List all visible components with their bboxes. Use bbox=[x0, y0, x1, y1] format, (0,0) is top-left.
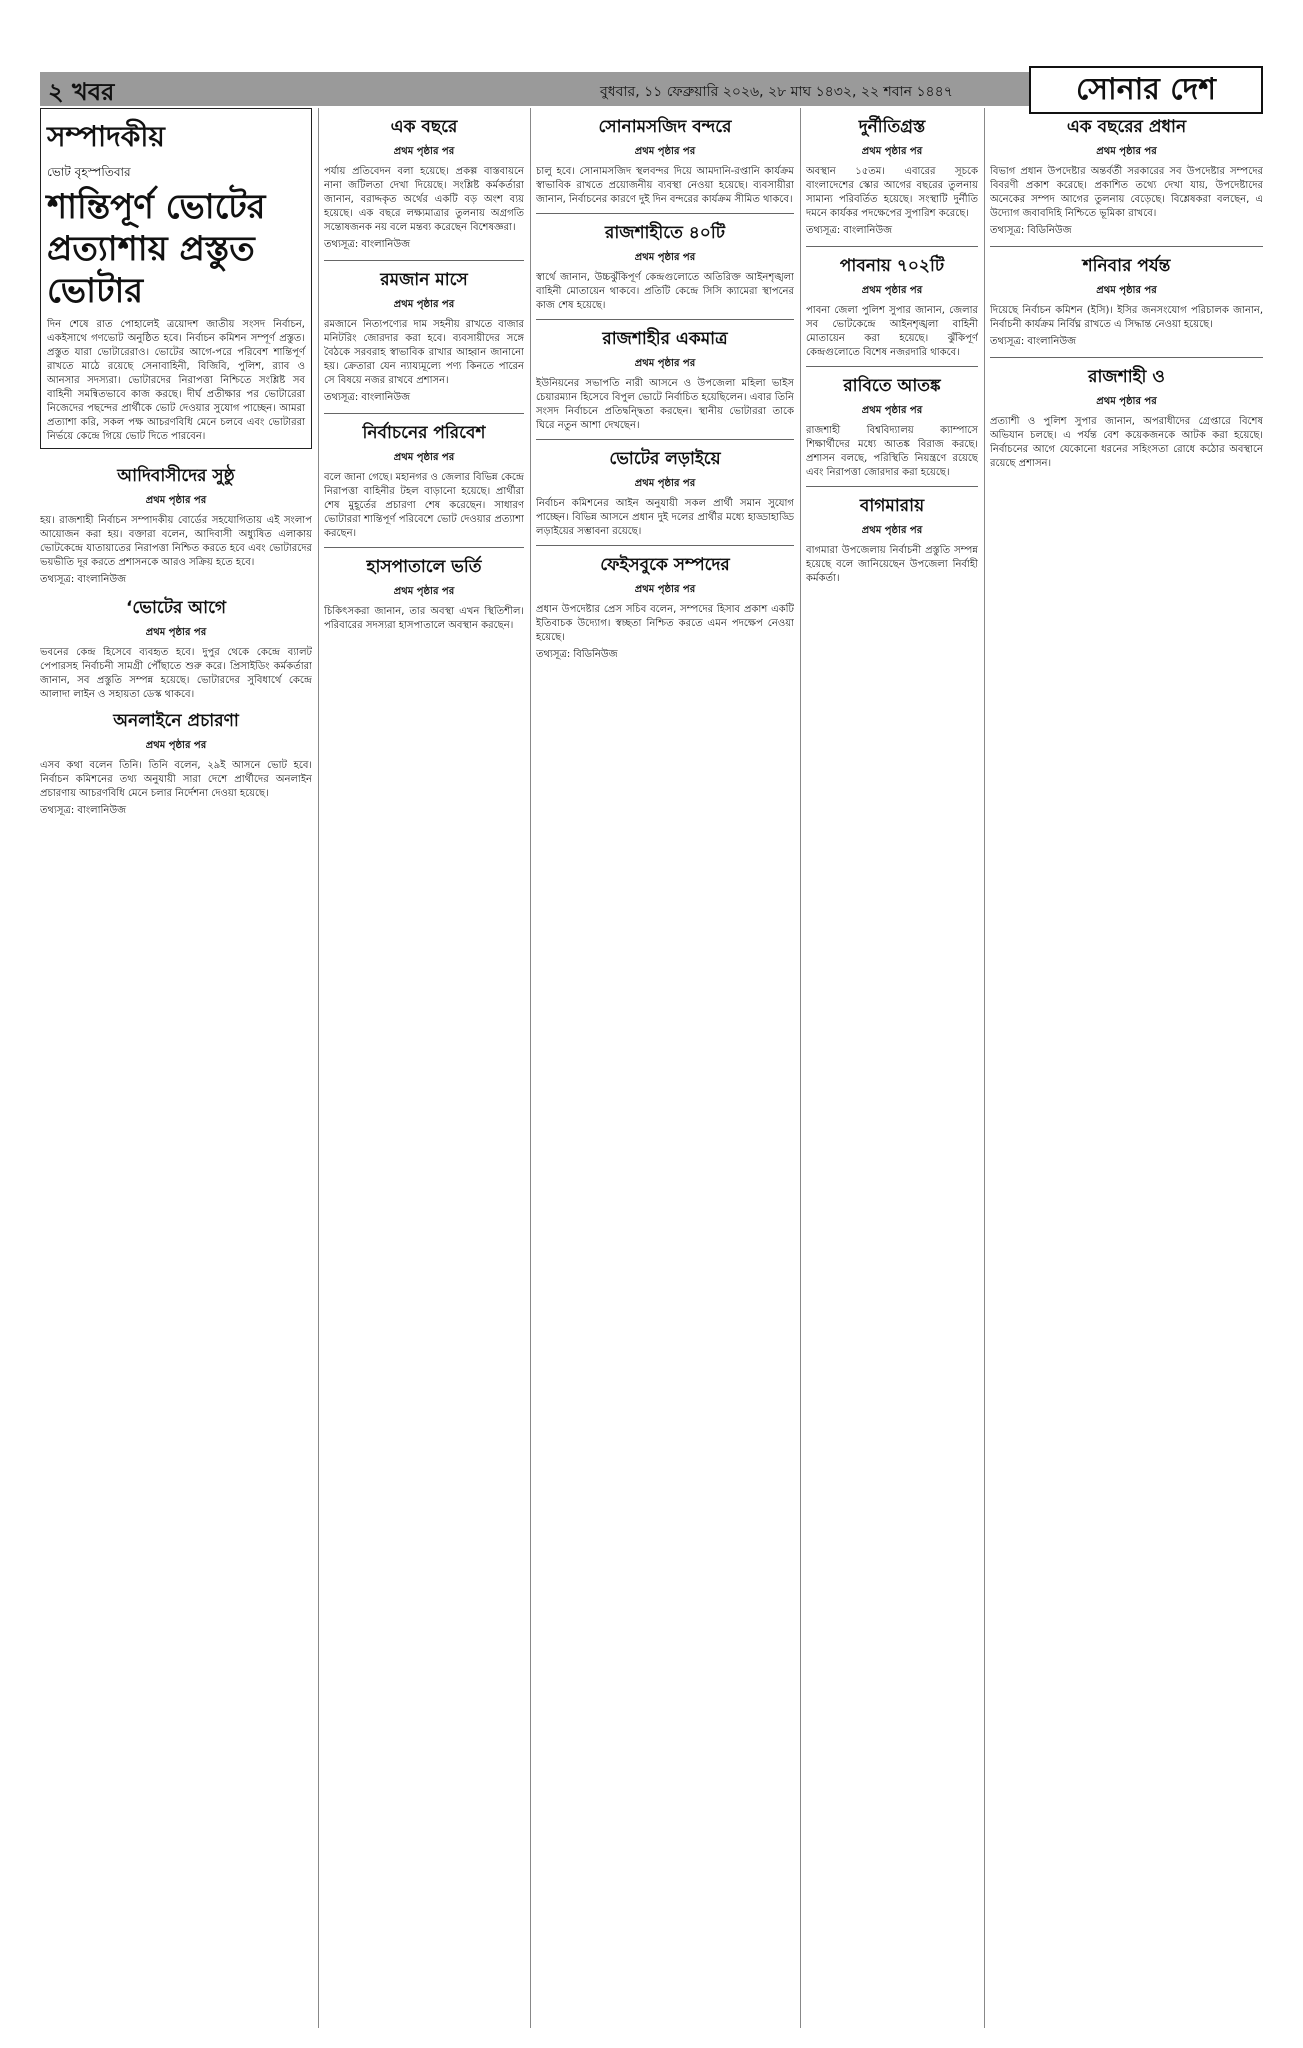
article-title-voter-age: ‘ভোটের আগে bbox=[125, 598, 227, 618]
column-divider bbox=[530, 108, 531, 2028]
article-title-pabna: পাবনায় ৭০২টি bbox=[839, 256, 945, 276]
article-body-ek-bochore-pradhan: বিভাগ প্রধান উপদেষ্টার অন্তর্বর্তী সরকারের সব উপদেষ্টার সম্পদের বিবরণী প্রকাশ করেছে। প্রকাশিত তথ্যে দেখা যায়, উপদেষ্টাদের অনেকের সম্পদ আগের তুলনায় বেড়েছে। বিশ্লেষকরা বলছেন, এ উদ্যোগ জবাবদিহি নিশ্চিতে ভূমিকা রাখবে। bbox=[990, 166, 1263, 219]
continued-label: প্রথম পৃষ্ঠার পর bbox=[393, 146, 455, 157]
article-body-saturday: দিয়েছে নির্বাচন কমিশন (ইসি)। ইসির জনসংযোগ পরিচালক জানান, নির্বাচনী কার্যক্রম নির্বিঘ্ন রাখতে এ সিদ্ধান্ত নেওয়া হয়েছে। bbox=[990, 305, 1263, 330]
article-body-rabi: রাজশাহী বিশ্ববিদ্যালয় ক্যাম্পাসে শিক্ষার্থীদের মধ্যে আতঙ্ক বিরাজ করছে। প্রশাসন বলছে, পরিস্থিতি নিয়ন্ত্রণে রয়েছে এবং নিরাপত্তা জোরদার করা হয়েছে। bbox=[806, 425, 978, 478]
article-body-ekmatro: ইউনিয়নের সভাপতি নারী আসনে ও উপজেলা মহিলা ভাইস চেয়ারম্যান হিসেবে বিপুল ভোটে নির্বাচিত হয়েছিলেন। এবার তিনি সংসদ নির্বাচনে প্রতিদ্বন্দ্বিতা করছেন। স্থানীয় ভোটাররা তাকে ঘিরে নতুন আশা দেখছেন। bbox=[536, 378, 794, 431]
article-body-vote-fight: নির্বাচন কমিশনের আইন অনুযায়ী সকল প্রার্থী সমান সুযোগ পাচ্ছেন। বিভিন্ন আসনে প্রধান দুই দলের প্রার্থীর মধ্যে হাড্ডাহাড্ডি লড়াইয়ের সম্ভাবনা রয়েছে। bbox=[536, 498, 794, 537]
article-body-sonamasjid: চালু হবে। সোনামসজিদ স্থলবন্দর দিয়ে আমদানি-রপ্তানি কার্যক্রম স্বাভাবিক রাখতে প্রয়োজনীয় ব্যবস্থা নেওয়া হয়েছে। ব্যবসায়ীরা জানান, নির্বাচনের কারণে দুই দিন বন্দরের কার্যক্রম সীমিত থাকবে। bbox=[536, 166, 794, 205]
source-line: তথ্যসূত্র: বিডিনিউজ bbox=[990, 225, 1072, 236]
article-title-rajshahi-o: রাজশাহী ও bbox=[1088, 367, 1165, 387]
article-title-hospital: হাসপাতালে ভর্তি bbox=[366, 557, 482, 577]
column-3 bbox=[536, 108, 794, 2028]
continued-label: প্রথম পৃষ্ঠার পর bbox=[861, 405, 923, 416]
continued-label: প্রথম পৃষ্ঠার পর bbox=[393, 586, 455, 597]
continued-label: প্রথম পৃষ্ঠার পর bbox=[1096, 146, 1157, 157]
continued-label: প্রথম পৃষ্ঠার পর bbox=[393, 452, 455, 463]
article-title-facebook: ফেইসবুকে সম্পদের bbox=[600, 555, 730, 575]
article-body-ramadan: রমজানে নিত্যপণ্যের দাম সহনীয় রাখতে বাজার মনিটরিং জোরদার করা হবে। ব্যবসায়ীদের সঙ্গে বৈঠকে সরবরাহ স্বাভাবিক রাখার আহ্বান জানানো হয়। ক্রেতারা যেন ন্যায্যমূল্যে পণ্য কিনতে পারেন সে বিষয়ে নজর রাখবে প্রশাসন। bbox=[324, 319, 524, 386]
continued-label: প্রথম পৃষ্ঠার পর bbox=[145, 627, 207, 638]
continued-label: প্রথম পৃষ্ঠার পর bbox=[861, 285, 923, 296]
article-body-online: এসব কথা বলেন তিনি। তিনি বলেন, ২৯ই আসনে ভোট হবে। নির্বাচন কমিশনের তথ্য অনুযায়ী সারা দেশে প্রার্থীদের অনলাইন প্রচারণায় আচরণবিধি মেনে চলার নির্দেশনা দেওয়া হয়েছে। bbox=[40, 760, 312, 799]
article-title-ek-bochore-pradhan: এক বছরের প্রধান bbox=[1066, 117, 1187, 137]
article-title-rabi: রাবিতে আতঙ্ক bbox=[843, 376, 941, 396]
newspaper-logo: সোনার দেশ bbox=[1029, 66, 1263, 114]
column-1 bbox=[40, 108, 312, 2028]
column-4 bbox=[806, 108, 978, 2028]
article-body-rajshahi-o: প্রত্যাশী ও পুলিশ সুপার জানান, অপরাধীদের গ্রেপ্তারে বিশেষ অভিযান চলছে। এ পর্যন্ত বেশ কয়েকজনকে আটক করা হয়েছে। নির্বাচনের আগে যেকোনো ধরনের সহিংসতা রোধে কঠোর অবস্থানে রয়েছে প্রশাসন। bbox=[990, 416, 1263, 469]
article-title-vote-fight: ভোটের লড়াইয়ে bbox=[609, 449, 721, 469]
article-body-rajshahi40: স্বার্থে জানান, উচ্চঝুঁকিপূর্ণ কেন্দ্রগুলোতে অতিরিক্ত আইনশৃঙ্খলা বাহিনী মোতায়েন থাকবে। প্রতিটি কেন্দ্রে সিসি ক্যামেরা স্থাপনের কাজ শেষ হয়েছে। bbox=[536, 272, 794, 311]
continued-label: প্রথম পৃষ্ঠার পর bbox=[1096, 285, 1157, 296]
source-line: তথ্যসূত্র: বাংলানিউজ bbox=[990, 336, 1077, 347]
editorial-box bbox=[40, 108, 312, 449]
continued-label: প্রথম পৃষ্ঠার পর bbox=[634, 252, 696, 263]
article-title-ek-bochore: এক বছরে bbox=[390, 117, 458, 137]
source-line: তথ্যসূত্র: বিডিনিউজ bbox=[536, 649, 618, 660]
editorial-body: দিন শেষে রাত পোহালেই ত্রয়োদশ জাতীয় সংসদ নির্বাচন, একইসাথে গণভোট অনুষ্ঠিত হবে। নির্বাচন কমিশন সম্পূর্ণ প্রস্তুত। প্রস্তুত যারা ভোটারেরাও। ভোটের আগে-পরে পরিবেশ শান্তিপূর্ণ রাখতে মাঠে রয়েছে সেনাবাহিনী, বিজিবি, পুলিশ, র‍্যাব ও আনসার সদস্যরা। ভোটারদের নিরাপত্তা নিশ্চিতে সংশ্লিষ্ট সব বাহিনী সমন্বিতভাবে কাজ করছে। দীর্ঘ প্রতীক্ষার পর ভোটারেরা নিজেদের পছন্দের প্রার্থীকে ভোট দেওয়ার সুযোগ পাচ্ছেন। আমরা প্রত্যাশা করি, সকল পক্ষ আচরণবিধি মেনে চলবে এবং ভোটাররা নির্ভয়ে কেন্দ্রে গিয়ে ভোট দিতে পারবেন। bbox=[47, 319, 305, 442]
article-body-environment: বলে জানা গেছে। মহানগর ও জেলার বিভিন্ন কেন্দ্রে নিরাপত্তা বাহিনীর টহল বাড়ানো হয়েছে। প্রার্থীরা শেষ মুহূর্তের প্রচারণা শেষ করেছেন। সাধারণ ভোটাররা শান্তিপূর্ণ পরিবেশে ভোট দেওয়ার প্রত্যাশা করছেন। bbox=[324, 472, 524, 539]
continued-label: প্রথম পৃষ্ঠার পর bbox=[393, 299, 455, 310]
article-title-ramadan: রমজান মাসে bbox=[380, 270, 468, 290]
article-title-adivasi: আদিবাসীদের সুষ্ঠু bbox=[117, 466, 235, 486]
article-title-ekmatro: রাজশাহীর একমাত্র bbox=[602, 329, 728, 349]
source-line: তথ্যসূত্র: বাংলানিউজ bbox=[324, 392, 411, 403]
date-line: বুধবার, ১১ ফেব্রুয়ারি ২০২৬, ২৮ মাঘ ১৪৩২, ২২ শবান ১৪৪৭ bbox=[600, 84, 953, 100]
continued-label: প্রথম পৃষ্ঠার পর bbox=[145, 740, 207, 751]
page-header bbox=[40, 72, 1263, 106]
continued-label: প্রথম পৃষ্ঠার পর bbox=[145, 495, 207, 506]
source-line: তথ্যসূত্র: বাংলানিউজ bbox=[806, 225, 893, 236]
continued-label: প্রথম পৃষ্ঠার পর bbox=[861, 525, 923, 536]
article-title-online: অনলাইনে প্রচারণা bbox=[113, 711, 239, 731]
source-line: তথ্যসূত্র: বাংলানিউজ bbox=[40, 574, 127, 585]
article-body-durniti: অবস্থান ১৫তম। এবারের সূচকে বাংলাদেশের স্কোর আগের বছরের তুলনায় সামান্য পরিবর্তিত হয়েছে। সংস্থাটি দুর্নীতি দমনে কার্যকর পদক্ষেপের সুপারিশ করেছে। bbox=[806, 166, 978, 219]
continued-label: প্রথম পৃষ্ঠার পর bbox=[634, 358, 696, 369]
article-body-hospital: চিকিৎসকরা জানান, তার অবস্থা এখন স্থিতিশীল। পরিবারের সদস্যরা হাসপাতালে অবস্থান করছেন। bbox=[324, 606, 524, 631]
article-body-facebook: প্রধান উপদেষ্টার প্রেস সচিব বলেন, সম্পদের হিসাব প্রকাশ একটি ইতিবাচক উদ্যোগ। স্বচ্ছতা নিশ্চিত করতে এমন পদক্ষেপ নেওয়া হয়েছে। bbox=[536, 604, 794, 643]
source-line: তথ্যসূত্র: বাংলানিউজ bbox=[324, 239, 411, 250]
continued-label: প্রথম পৃষ্ঠার পর bbox=[634, 146, 696, 157]
continued-label: প্রথম পৃষ্ঠার পর bbox=[634, 478, 696, 489]
column-divider bbox=[318, 108, 319, 2028]
article-body-bagmara: বাগমারা উপজেলায় নির্বাচনী প্রস্তুতি সম্পন্ন হয়েছে বলে জানিয়েছেন উপজেলা নির্বাহী কর্মকর্তা। bbox=[806, 545, 978, 584]
article-title-sonamasjid: সোনামসজিদ বন্দরে bbox=[598, 117, 732, 137]
column-divider bbox=[800, 108, 801, 2028]
editorial-kicker: ভোট বৃহস্পতিবার bbox=[47, 165, 131, 179]
article-body-voter-age: ভবনের কেন্দ্র হিসেবে ব্যবহৃত হবে। দুপুর থেকে কেন্দ্রে ব্যালট পেপারসহ নির্বাচনী সামগ্রী পৌঁছাতে শুরু করে। প্রিসাইডিং কর্মকর্তারা জানান, সব প্রস্তুতি সম্পন্ন হয়েছে। ভোটারদের সুবিধার্থে কেন্দ্রে আলাদা লাইন ও সহায়তা ডেস্ক থাকবে। bbox=[40, 647, 312, 700]
article-body-ek-bochore: পর্যায় প্রতিবেদন বলা হয়েছে। প্রকল্প বাস্তবায়নে নানা জটিলতা দেখা দিয়েছে। সংশ্লিষ্ট কর্মকর্তারা জানান, বরাদ্দকৃত অর্থের একটি বড় অংশ ব্যয় হয়েছে। এক বছরে লক্ষ্যমাত্রার তুলনায় অগ্রগতি সন্তোষজনক নয় বলে মন্তব্য করেছেন বিশেষজ্ঞরা। bbox=[324, 166, 524, 233]
page-number: ২ খবর bbox=[48, 78, 115, 106]
continued-label: প্রথম পৃষ্ঠার পর bbox=[861, 146, 923, 157]
article-title-bagmara: বাগমারায় bbox=[859, 496, 925, 516]
continued-label: প্রথম পৃষ্ঠার পর bbox=[634, 584, 696, 595]
article-body-adivasi: হয়। রাজশাহী নির্বাচন সম্পাদকীয় বোর্ডের সহযোগিতায় এই সংলাপ আয়োজন করা হয়। বক্তারা বলেন, আদিবাসী অধ্যুষিত এলাকায় ভোটকেন্দ্রে যাতায়াতের নিরাপত্তা নিশ্চিত করতে হবে এবং ভোটারদের ভয়ভীতি দূর করতে প্রশাসনকে আরও সক্রিয় হতে হবে। bbox=[40, 515, 312, 568]
article-title-environment: নির্বাচনের পরিবেশ bbox=[362, 423, 486, 443]
column-5 bbox=[990, 108, 1263, 2028]
editorial-section-title: সম্পাদকীয় bbox=[47, 120, 165, 153]
editorial-headline: শান্তিপূর্ণ ভোটের প্রত্যাশায় প্রস্তুত ভোটার bbox=[47, 187, 266, 311]
article-title-durniti: দুর্নীতিগ্রস্ত bbox=[858, 117, 926, 137]
article-body-pabna: পাবনা জেলা পুলিশ সুপার জানান, জেলার সব ভোটকেন্দ্রে আইনশৃঙ্খলা বাহিনী মোতায়েন করা হয়েছে। ঝুঁকিপূর্ণ কেন্দ্রগুলোতে বিশেষ নজরদারি থাকবে। bbox=[806, 305, 978, 358]
column-2 bbox=[324, 108, 524, 2028]
column-divider bbox=[984, 108, 985, 2028]
continued-label: প্রথম পৃষ্ঠার পর bbox=[1096, 396, 1157, 407]
article-title-saturday: শনিবার পর্যন্ত bbox=[1082, 256, 1171, 276]
article-title-rajshahi40: রাজশাহীতে ৪০টি bbox=[605, 223, 725, 243]
source-line: তথ্যসূত্র: বাংলানিউজ bbox=[40, 805, 127, 816]
